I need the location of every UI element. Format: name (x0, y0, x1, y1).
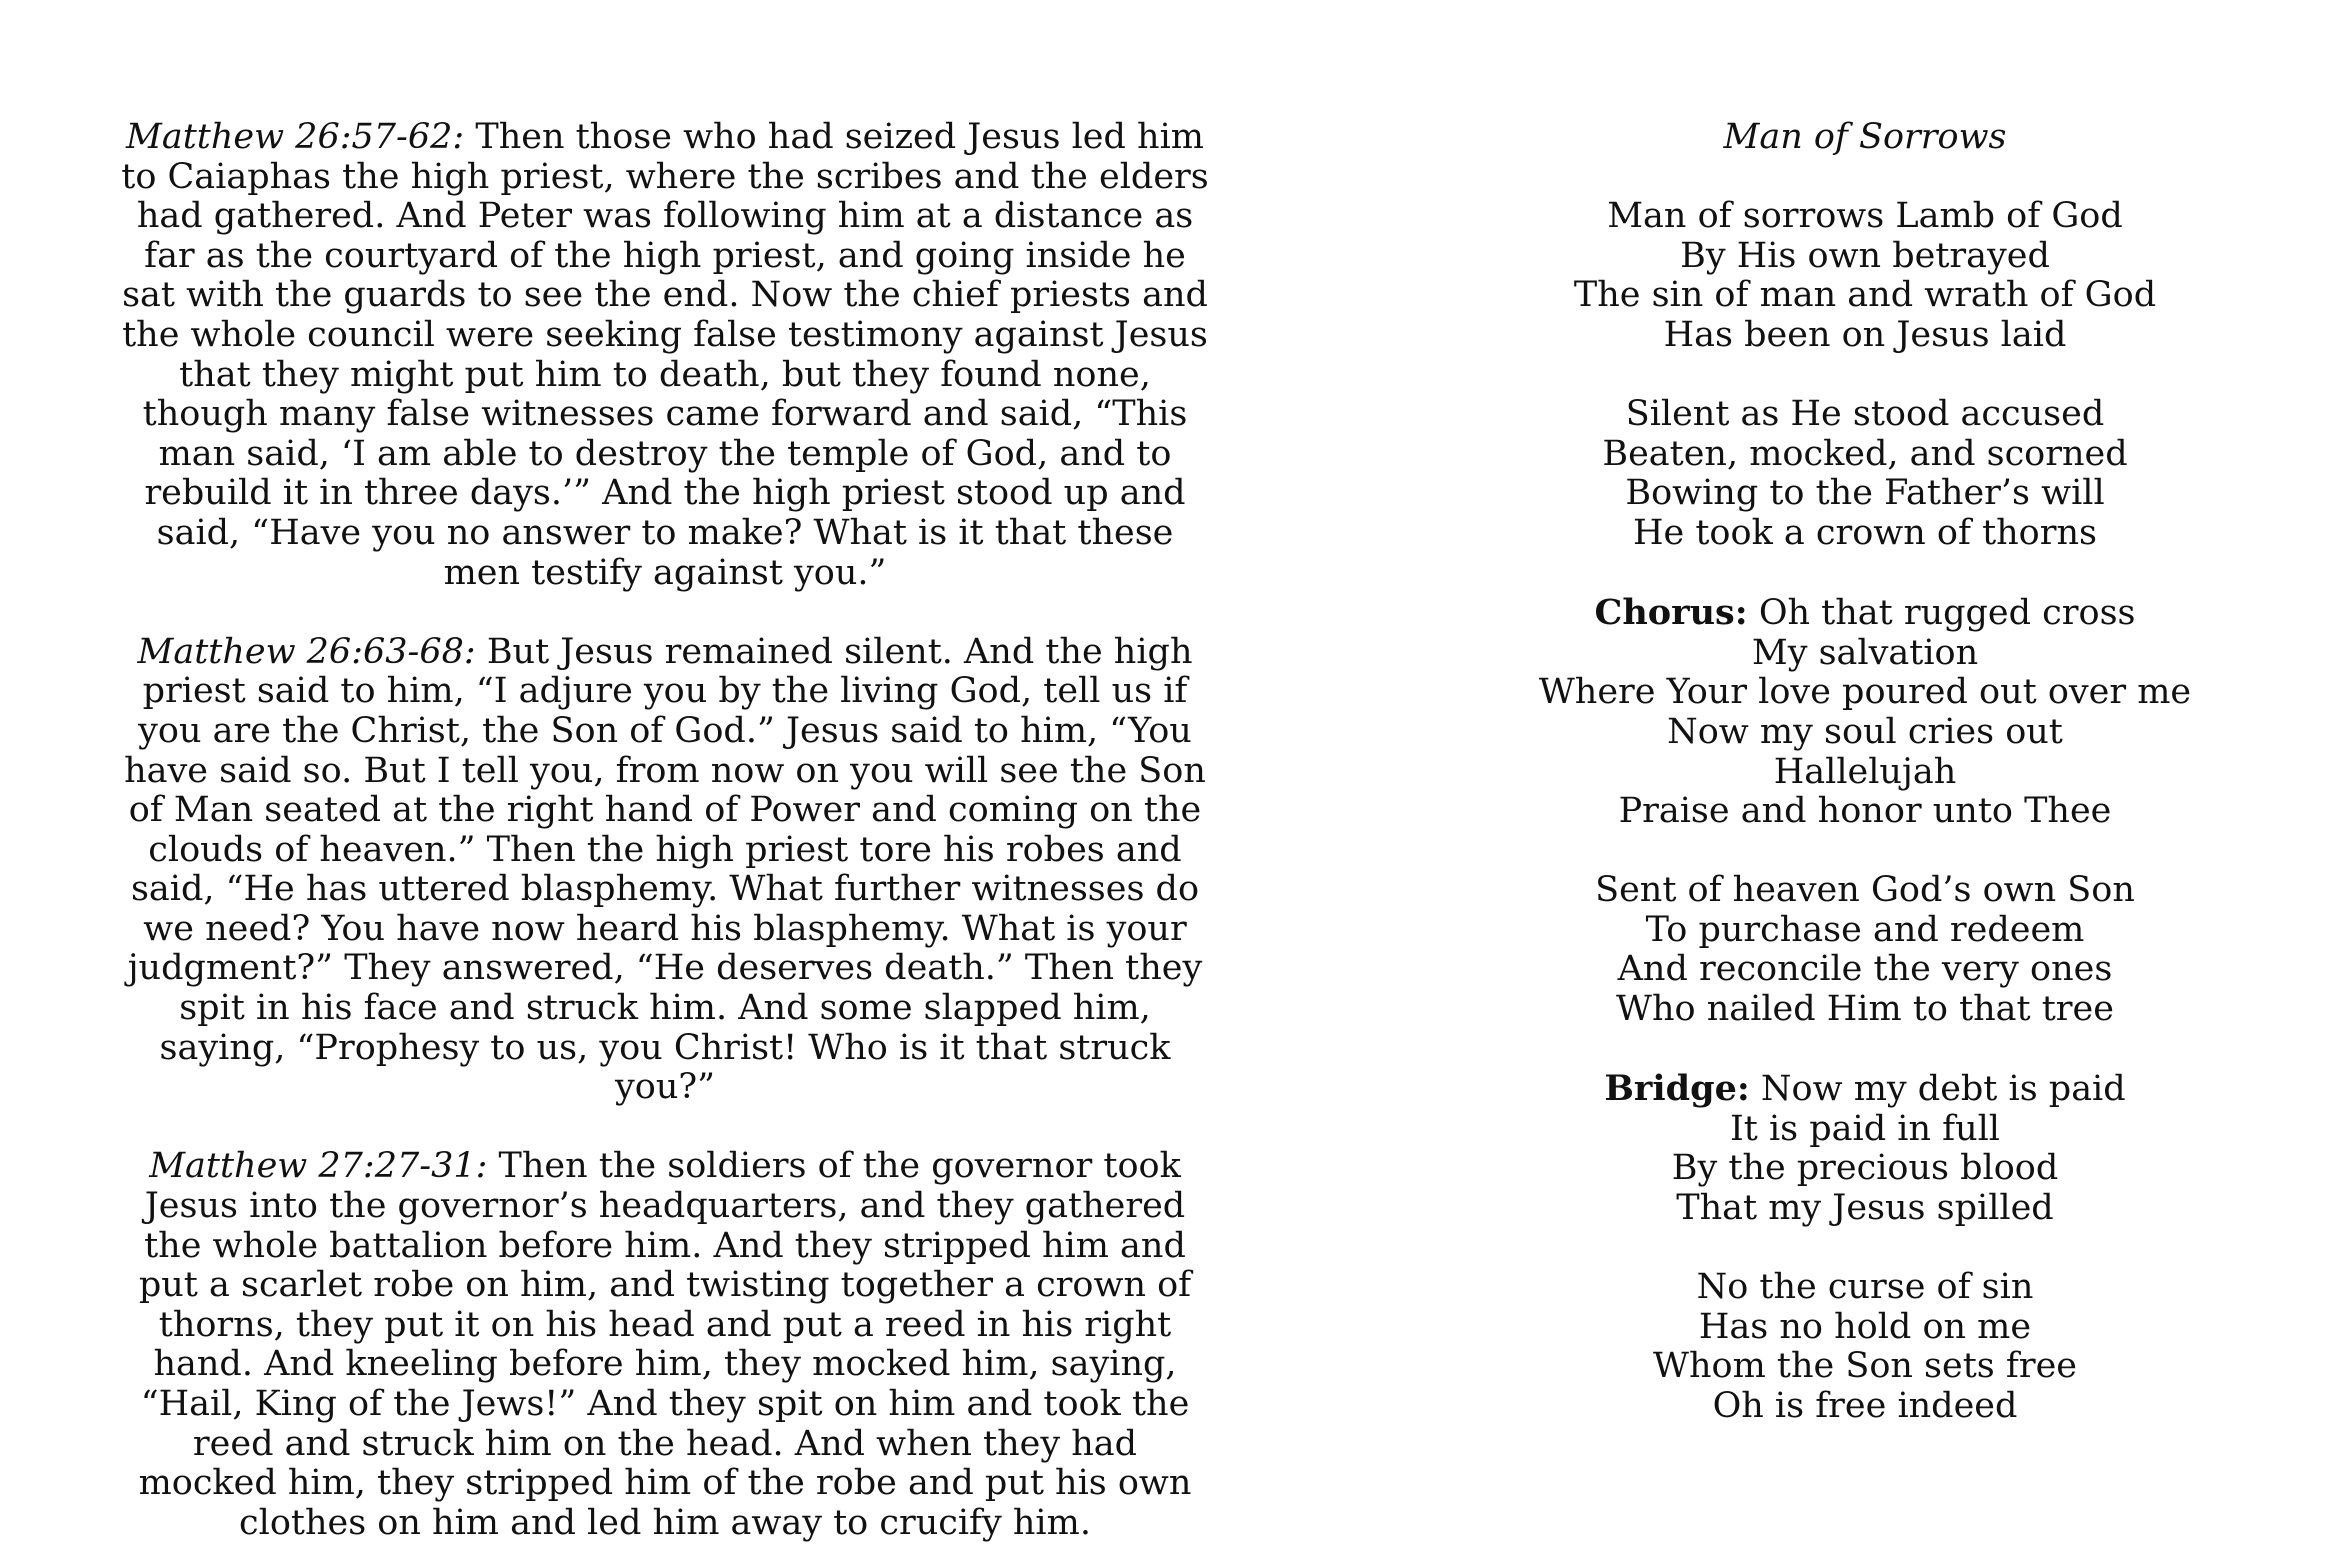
lyric-line: Oh is free indeed (1712, 1386, 2018, 1426)
scripture-reference: Matthew 26:57-62: (126, 117, 465, 157)
lyrics-column (1470, 118, 2260, 1466)
lyric-line: By His own betrayed (1680, 235, 2050, 276)
stanza-chorus (1470, 593, 2260, 832)
song-title: Man of Sorrows (1723, 117, 2007, 157)
stanza-verse-3 (1470, 871, 2260, 1029)
lyric-line: To purchase and redeem (1645, 909, 2085, 950)
lyric-line (1470, 1069, 2260, 1110)
lyric-line: Has been on Jesus laid (1663, 314, 2067, 355)
lyric-line: He took a crown of thorns (1633, 512, 2097, 553)
lyric-line: Where Your love poured out over me (1538, 672, 2192, 713)
stanza-verse-4 (1470, 1268, 2260, 1426)
lyric-line: Hallelujah (1773, 751, 1957, 792)
bridge-label: Bridge: (1604, 1068, 1750, 1110)
scripture-text: But Jesus remained silent. And the high priest said to him, “I adjure you by the living God, tell us if you are the Christ, the Son of God.” Jesus said to him, “You have said so. But I tell you, from now on you will see the Son of Man seated at the right hand of Power and coming on the clouds of heaven.” Then the high priest tore his robes and said, “He has uttered blasphemy. What further witnesses do we need? You have now heard his blasphemy. What is your judgment?” They answered, “He deserves death.” Then they spit in his face and struck him. And some slapped him, saying, “Prophesy to us, you Christ! Who is it that struck you?” (124, 631, 1206, 1108)
lyric-line: Silent as He stood accused (1625, 394, 2105, 435)
lyric-line: The sin of man and wrath of God (1573, 275, 2157, 316)
chorus-label: Chorus: (1594, 592, 1748, 634)
scripture-reference: Matthew 26:63-68: (137, 631, 476, 672)
stanza-bridge (1470, 1069, 2260, 1228)
lyric-line: Who nailed Him to that tree (1616, 989, 2114, 1030)
lyric-line: No the curse of sin (1696, 1267, 2034, 1308)
lyric-line: Has no hold on me (1698, 1306, 2032, 1347)
lyric-line: Praise and honor unto Thee (1618, 791, 2112, 832)
scripture-reference: Matthew 27:27-31: (149, 1146, 488, 1187)
scripture-text: Then the soldiers of the governor took Jesus into the governor’s headquarters, and they gathered the whole battalion before him. And they stripped him and put a scarlet robe on him, and twisting together a crown of thorns, they put it on his head and put a reed in his right hand. And kneeling before him, they mocked him, saying, “Hail, King of the Jews!” And they spit on him and took the reed and struck him on the head. And when they had mocked him, they stripped him of the robe and put his own clothes on him and led him away to crucify him. (138, 1146, 1192, 1543)
lyric-line: It is paid in full (1729, 1108, 2001, 1149)
lyric-line (1470, 593, 2260, 634)
scripture-text: Then those who had seized Jesus led him to Caiaphas the high priest, where the scribes and the elders had gathered. And Peter was following him at a distance as far as the courtyard of the high priest, and going inside he sat with the guards to see the end. Now the chief priests and the whole council were seeking false testimony against Jesus that they might put him to death, but they found none, though many false witnesses came forward and said, “This man said, ‘I am able to destroy the temple of God, and to rebuild it in three days.’” And the high priest stood up and said, “Have you no answer to make? What is it that these men testify against you.” (121, 117, 1209, 593)
lyric-line: By the precious blood (1671, 1148, 2059, 1189)
lyric-line: My salvation (1751, 632, 1979, 673)
scripture-passage-1 (120, 118, 1210, 593)
lyric-line: Beaten, mocked, and scorned (1602, 433, 2128, 474)
lyric-text: Oh that rugged cross (1758, 593, 2136, 634)
lyric-line: Sent of heaven God’s own Son (1595, 870, 2135, 911)
scripture-passage-3 (120, 1147, 1210, 1543)
lyric-line: And reconcile the very ones (1617, 949, 2113, 990)
lyric-line: Bowing to the Father’s will (1625, 473, 2105, 514)
scripture-passage-2 (120, 633, 1210, 1108)
lyric-line: Man of sorrows Lamb of God (1607, 196, 2123, 237)
lyric-line: Now my soul cries out (1667, 711, 2063, 752)
lyric-text: Now my debt is paid (1760, 1069, 2126, 1110)
stanza-verse-1 (1470, 197, 2260, 355)
lyric-line: That my Jesus spilled (1676, 1188, 2054, 1229)
scripture-column (120, 118, 1210, 1567)
lyric-line: Whom the Son sets free (1653, 1346, 2077, 1387)
stanza-verse-2 (1470, 395, 2260, 553)
